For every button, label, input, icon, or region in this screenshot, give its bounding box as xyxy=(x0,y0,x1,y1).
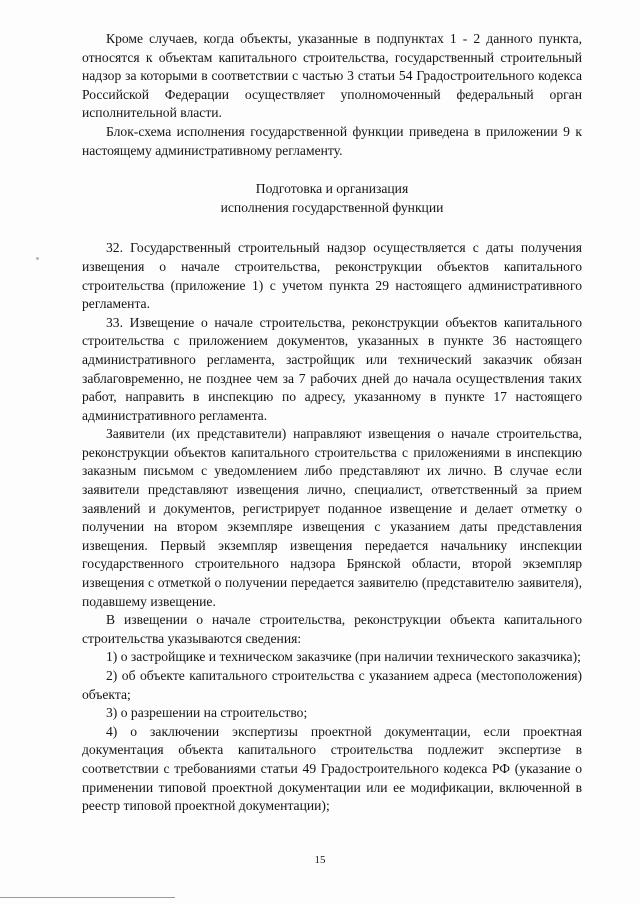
scan-speck xyxy=(36,257,39,260)
section-heading-line: исполнения государственной функции xyxy=(220,199,444,215)
list-item: 1) о застройщике и техническом заказчике (при наличии технического заказчика); xyxy=(106,649,581,665)
paragraph: В извещении о начале строительства, реконструкции объекта капитального строительства указываются сведения: xyxy=(82,612,582,646)
page-number: 15 xyxy=(314,854,326,866)
scan-edge-line xyxy=(0,897,175,898)
list-item: 4) о заключении экспертизы проектной документации, если проектная документация объекта капитального строительства подлежит экспертизе в соответствии с требованиями статьи 49 Градостроительного кодекса РФ (указание о применении типовой проектной документации или ее модификации, включенной в реестр типовой проектной документации); xyxy=(82,723,582,814)
paragraph: Блок-схема исполнения государственной функции приведена в приложении 9 к настоящему административному регламенту. xyxy=(82,123,582,158)
section-heading xyxy=(82,180,582,217)
list-item: 3) о разрешении на строительство; xyxy=(106,705,308,721)
paragraph: Заявители (их представители) направляют извещения о начале строительства, реконструкции объектов капитального строительства с приложениями в инспекцию заказным письмом с уведомлением либо представляют их лично. В случае если заявители представляют извещения лично, специалист, ответственный за прием заявлений и документов, регистрирует поданное извещение и делает отметку о получении на втором экземпляре извещения с указанием даты представления извещения. Первый экземпляр извещения передается начальнику инспекции государственного строительного надзора Брянской области, второй экземпляр извещения с отметкой о получении передается заявителю (представителю заявителя), подавшему извещение. xyxy=(82,426,582,609)
section-heading-line: Подготовка и организация xyxy=(255,181,409,197)
list-item: 2) об объекте капитального строительства с указанием адреса (местоположения) объекта; xyxy=(82,668,582,702)
paragraph: Кроме случаев, когда объекты, указанные в подпунктах 1 - 2 данного пункта, относятся к объектам капитального строительства, государственный строительный надзор за которыми в соответствии с частью 3 статьи 54 Градостроительного кодекса Российской Федерации осуществляет уполномоченный федеральный орган исполнительной власти. xyxy=(82,31,582,121)
paragraph-item-33: 33. Извещение о начале строительства, реконструкции объектов капитального строительства с приложением документов, указанных в пункте 36 настоящего административного регламента, застройщик или технический заказчик обязан заблаговременно, не позднее чем за 7 рабочих дней до начала осуществления таких работ, направить в инспекцию по адресу, указанному в пункте 17 настоящего административного регламента. xyxy=(82,314,582,423)
paragraph-item-32: 32. Государственный строительный надзор осуществляется с даты получения извещения о начале строительства, реконструкции объектов капитального строительства (приложение 1) с учетом пункта 29 настоящего административного регламента. xyxy=(82,240,582,312)
document-body xyxy=(82,30,582,816)
